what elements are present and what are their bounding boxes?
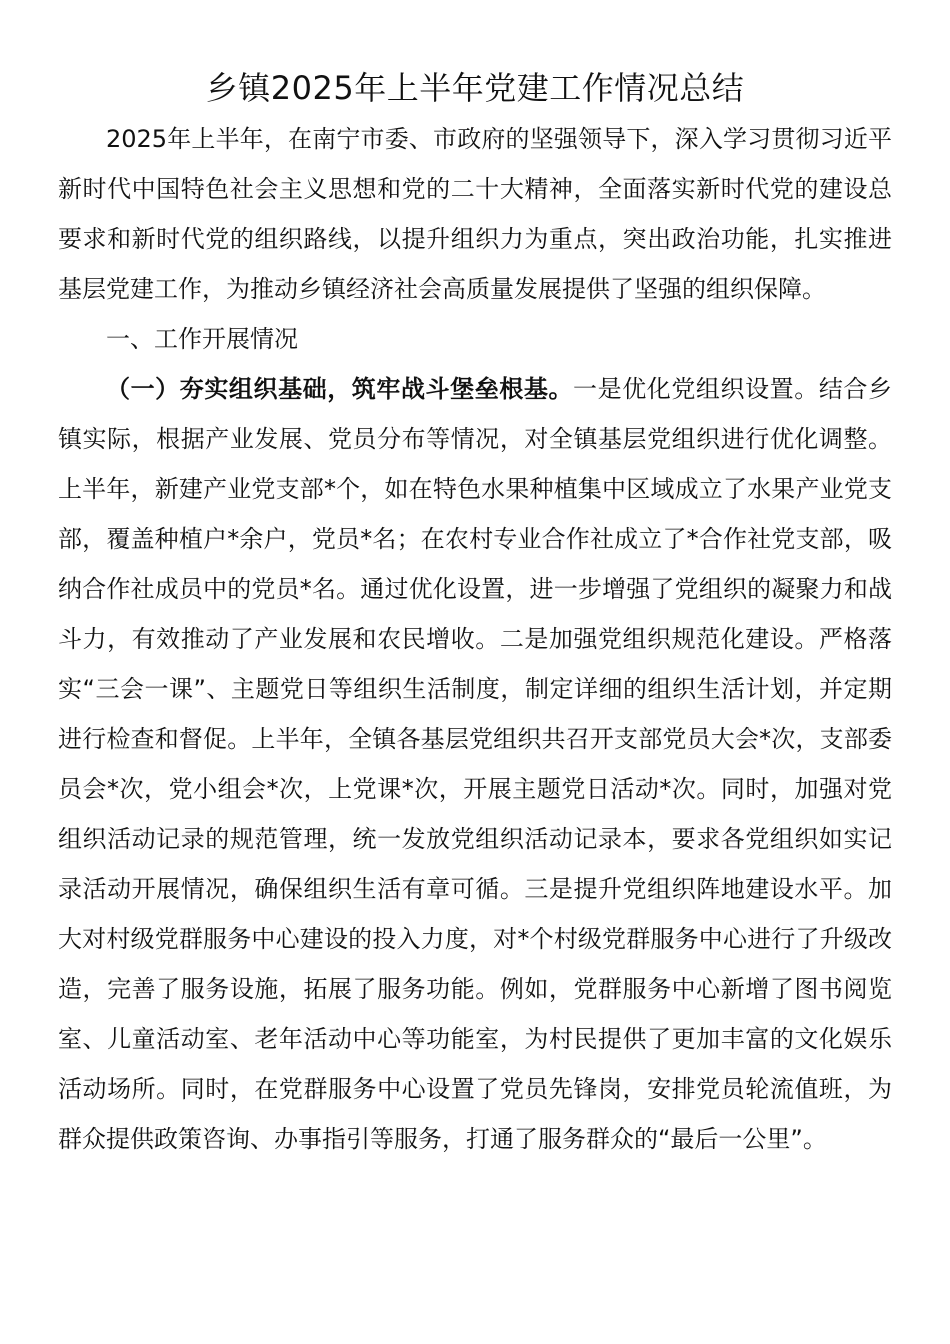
subsection-body: 一是优化党组织设置。结合乡镇实际，根据产业发展、党员分布等情况，对全镇基层党组织进行优化调整。上半年，新建产业党支部*个，如在特色水果种植集中区域成立了水果产业党支部，覆盖种植户*余户，党员*名；在农村专业合作社成立了*合作社党支部，吸纳合作社成员中的党员*名。通过优化设置，进一步增强了党组织的凝聚力和战斗力，有效推动了产业发展和农民增收。二是加强党组织规范化建设。严格落实“三会一课”、主题党日等组织生活制度，制定详细的组织生活计划，并定期进行检查和督促。上半年，全镇各基层党组织共召开支部党员大会*次，支部委员会*次，党小组会*次，上党课*次，开展主题党日活动*次。同时，加强对党组织活动记录的规范管理，统一发放党组织活动记录本，要求各党组织如实记录活动开展情况，确保组织生活有章可循。三是提升党组织阵地建设水平。加大对村级党群服务中心建设的投入力度，对*个村级党群服务中心进行了升级改造，完善了服务设施，拓展了服务功能。例如，党群服务中心新增了图书阅览室、儿童活动室、老年活动中心等功能室，为村民提供了更加丰富的文化娱乐活动场所。同时，在党群服务中心设置了党员先锋岗，安排党员轮流值班，为群众提供政策咨询、办事指引等服务，打通了服务群众的“最后一公里”。	[58, 375, 892, 1153]
document-title: 乡镇2025年上半年党建工作情况总结	[205, 69, 745, 107]
subsection-heading: （一）夯实组织基础，筑牢战斗堡垒根基。	[106, 375, 574, 403]
subsection-paragraph	[58, 364, 892, 1164]
section-heading: 一、工作开展情况	[106, 325, 298, 353]
intro-paragraph: 2025年上半年，在南宁市委、市政府的坚强领导下，深入学习贯彻习近平新时代中国特色社会主义思想和党的二十大精神，全面落实新时代党的建设总要求和新时代党的组织路线，以提升组织力为重点，突出政治功能，扎实推进基层党建工作，为推动乡镇经济社会高质量发展提供了坚强的组织保障。	[58, 125, 892, 303]
document-page	[58, 62, 892, 1164]
